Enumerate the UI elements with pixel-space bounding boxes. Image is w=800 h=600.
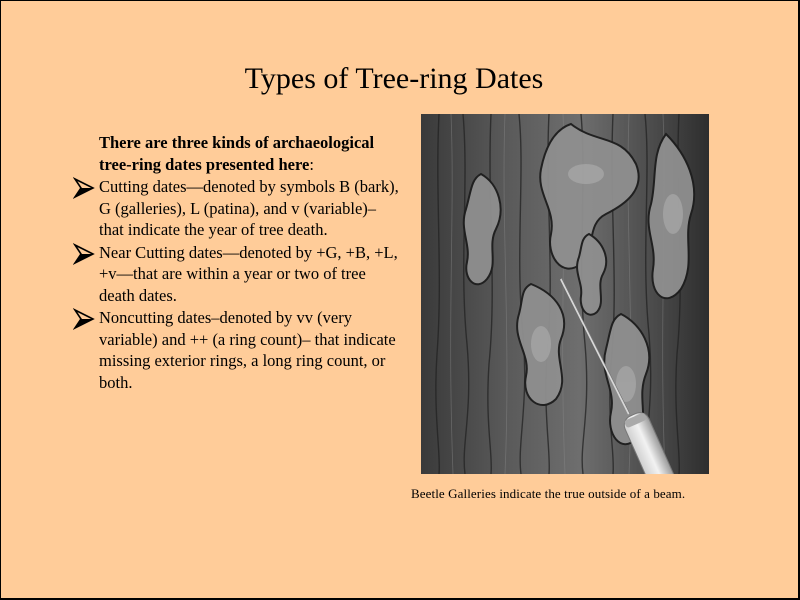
arrowhead-bullet-icon [73, 308, 95, 330]
arrowhead-bullet-icon [73, 243, 95, 265]
intro-paragraph [73, 132, 403, 175]
slide-title: Types of Tree-ring Dates [244, 62, 544, 95]
bullet-text: Noncutting dates–denoted by vv (very variable) and ++ (a ring count)– that indicate missing exterior rings, a long ring count, or both. [99, 308, 396, 392]
bullet-item [73, 242, 403, 307]
arrowhead-bullet-icon [73, 177, 95, 199]
photo-caption: Beetle Galleries indicate the true outside of a beam. [411, 486, 686, 501]
bullet-item [73, 307, 403, 393]
intro-tail: : [309, 154, 314, 174]
bullet-text: Cutting dates—denoted by symbols B (bark), G (galleries), L (patina), and v (variable)– that indicate the year of tree death. [99, 177, 399, 239]
intro-bold-text: There are three kinds of archaeological tree-ring dates presented here [99, 133, 375, 174]
bullet-text: Near Cutting dates—denoted by +G, +B, +L, +v—that are within a year or two of tree death dates. [99, 242, 398, 305]
beetle-galleries-wood-photo [421, 114, 709, 474]
slide-body [73, 132, 403, 393]
bullet-item [73, 176, 403, 241]
wood-photo-illustration [421, 114, 709, 474]
